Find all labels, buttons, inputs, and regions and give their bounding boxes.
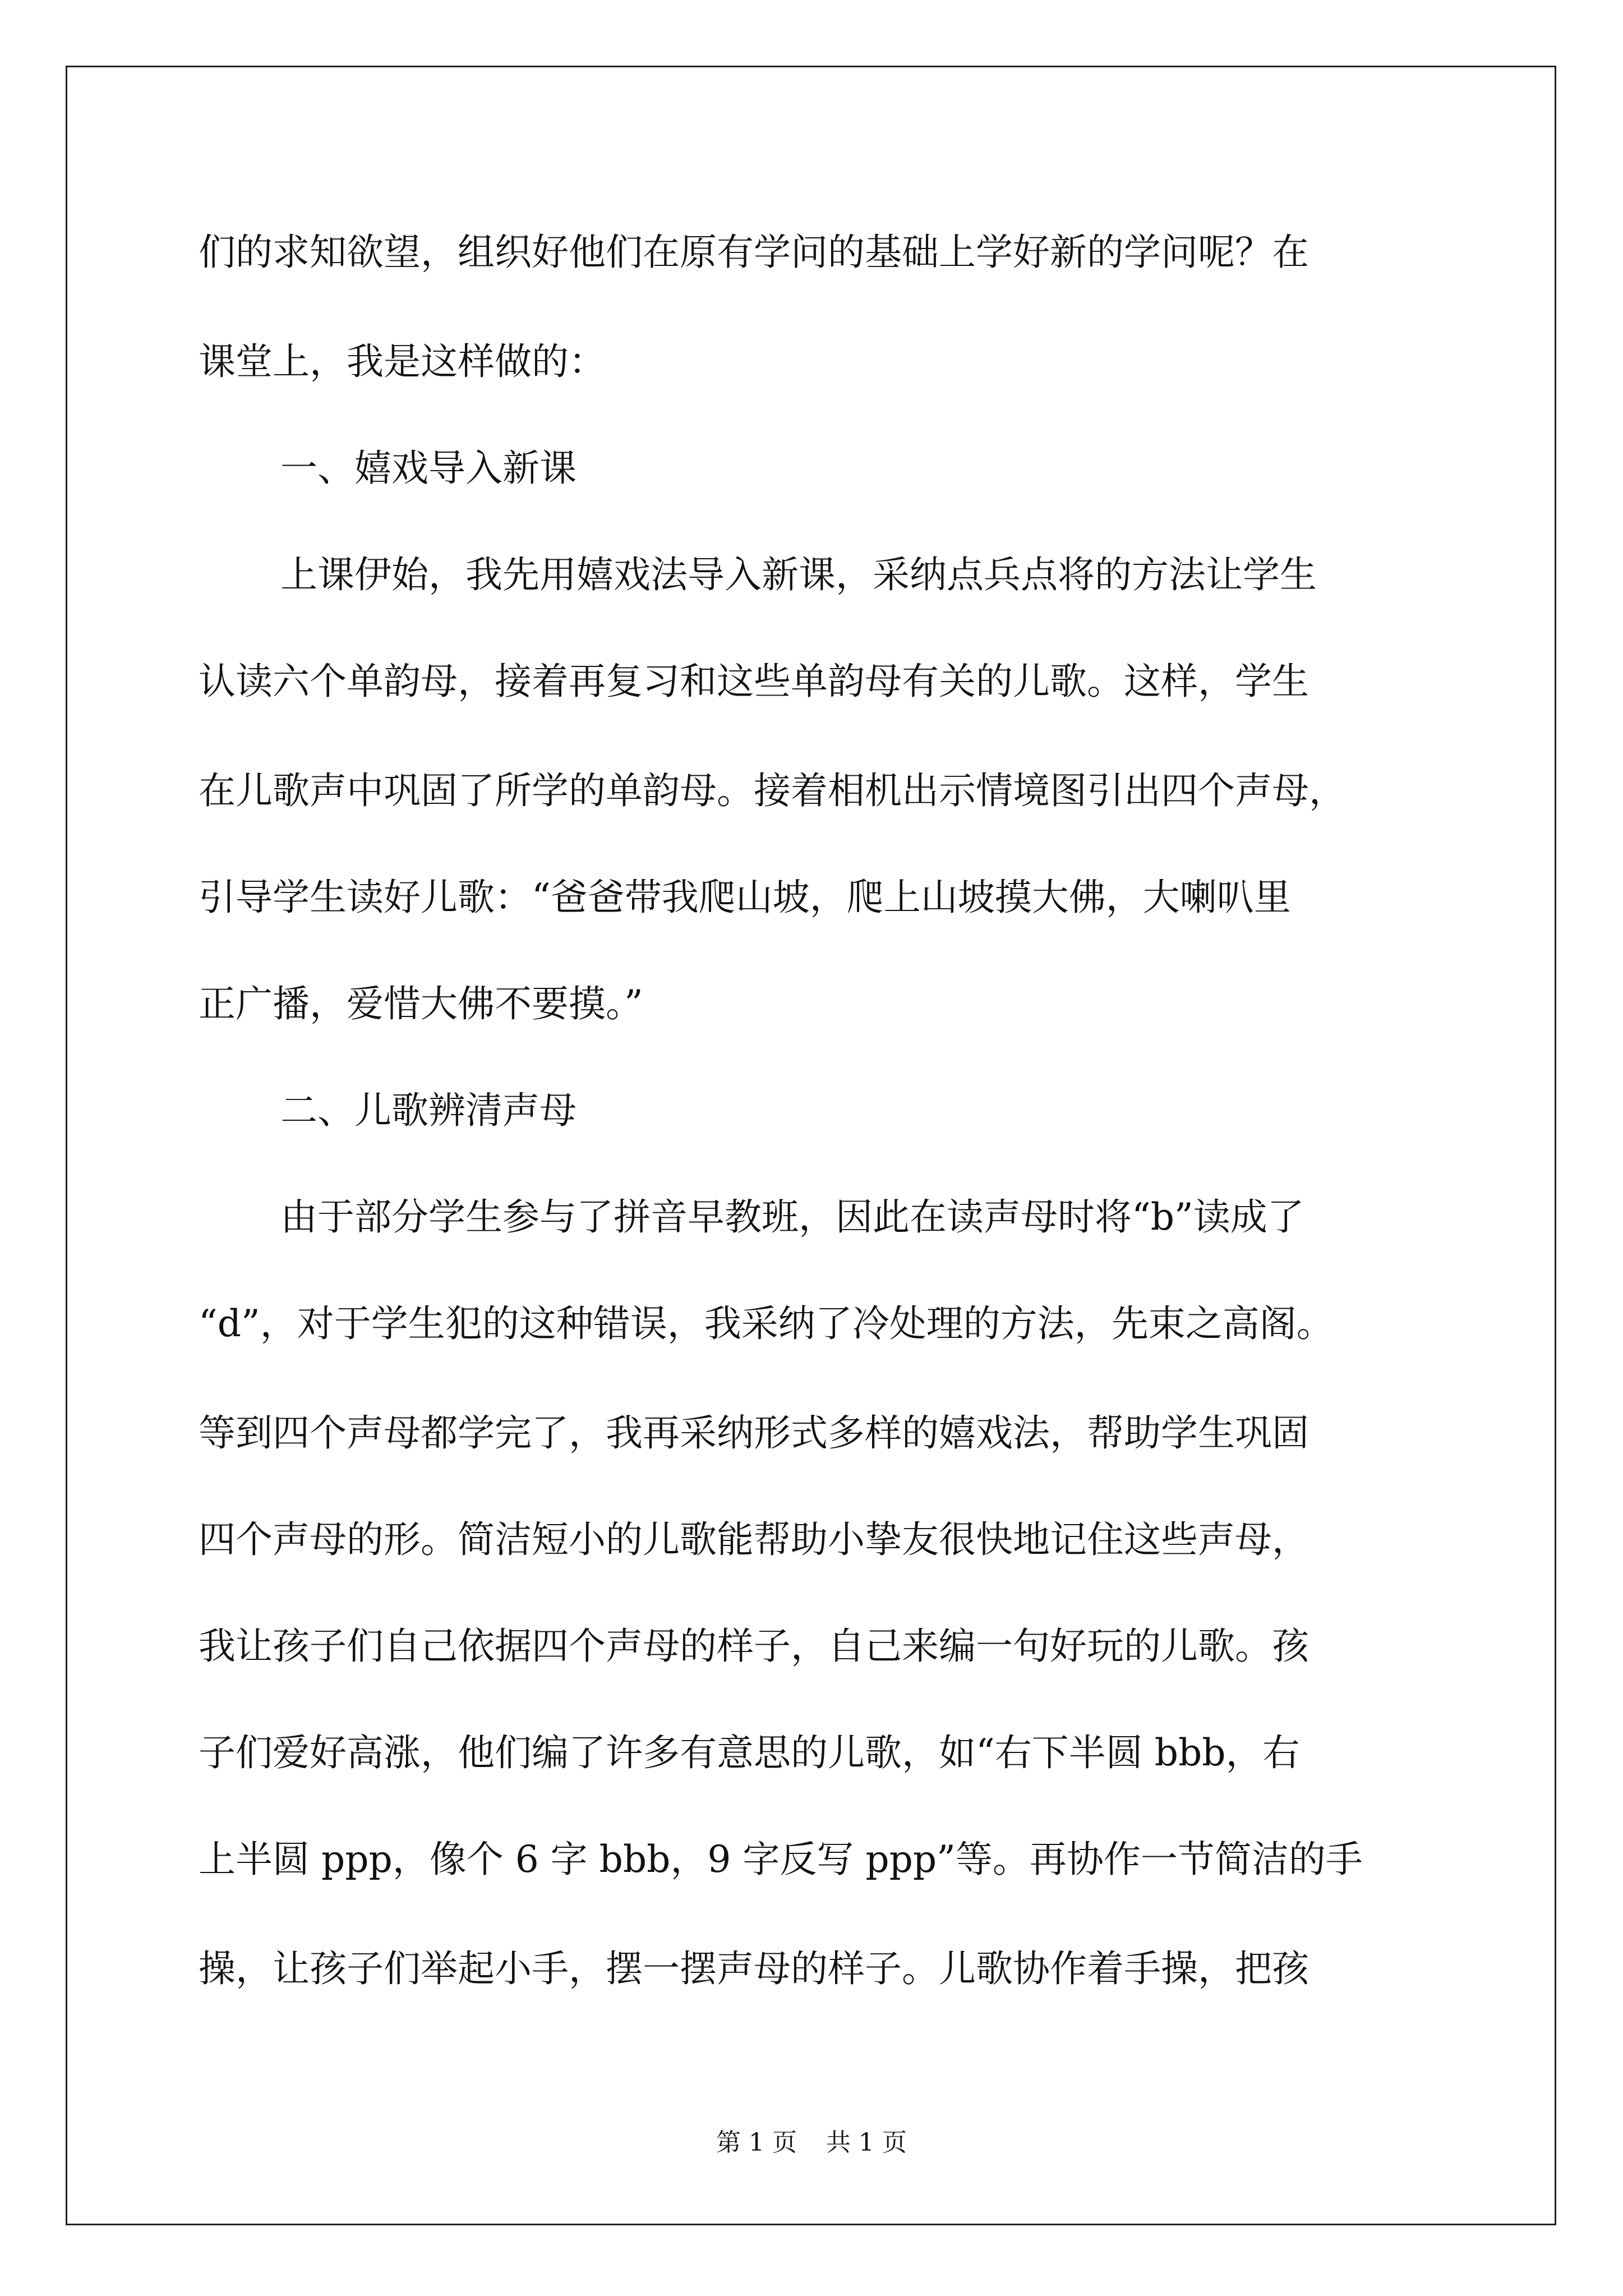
text-line: 我让孩子们自己依据四个声母的样子，自己来编一句好玩的儿歌。孩 (199, 1625, 1309, 1668)
section-heading: 二、儿歌辨清声母 (280, 1089, 577, 1132)
text-line: 子们爱好高涨，他们编了许多有意思的儿歌，如“右下半圆 bbb，右 (199, 1731, 1300, 1774)
text-line: 在儿歌声中巩固了所学的单韵母。接着相机出示情境图引出四个声母， (199, 769, 1346, 812)
text-line: 引导学生读好儿歌：“爸爸带我爬山坡，爬上山坡摸大佛，大喇叭里 (199, 876, 1291, 919)
text-line: 四个声母的形。简洁短小的儿歌能帮助小挚友很快地记住这些声母， (199, 1518, 1309, 1561)
page-border (66, 66, 1556, 2225)
text-line: 等到四个声母都学完了，我再采纳形式多样的嬉戏法，帮助学生巩固 (199, 1411, 1309, 1455)
page-number: 第 1 页 (716, 2128, 797, 2157)
text-line: 正广播，爱惜大佛不要摸。” (199, 982, 643, 1025)
text-line: 操，让孩子们举起小手，摆一摆声母的样子。儿歌协作着手操，把孩 (199, 1947, 1309, 1990)
text-line: 上课伊始，我先用嬉戏法导入新课，采纳点兵点将的方法让学生 (280, 553, 1317, 596)
page-footer (0, 2126, 1623, 2160)
text-line: 认读六个单韵母，接着再复习和这些单韵母有关的儿歌。这样，学生 (199, 660, 1309, 703)
text-line: 由于部分学生参与了拼音早教班，因此在读声母时将“b”读成了 (280, 1195, 1304, 1239)
section-heading: 一、嬉戏导入新课 (280, 447, 577, 490)
page-total: 共 1 页 (826, 2128, 907, 2157)
text-line: “d”，对于学生犯的这种错误，我采纳了冷处理的方法，先束之高阁。 (199, 1302, 1334, 1345)
text-line: 们的求知欲望，组织好他们在原有学问的基础上学好新的学问呢？在 (199, 231, 1309, 274)
text-line: 课堂上，我是这样做的： (199, 340, 606, 383)
text-line: 上半圆 ppp，像个 6 字 bbb，9 字反写 ppp”等。再协作一节简洁的手 (199, 1838, 1363, 1881)
